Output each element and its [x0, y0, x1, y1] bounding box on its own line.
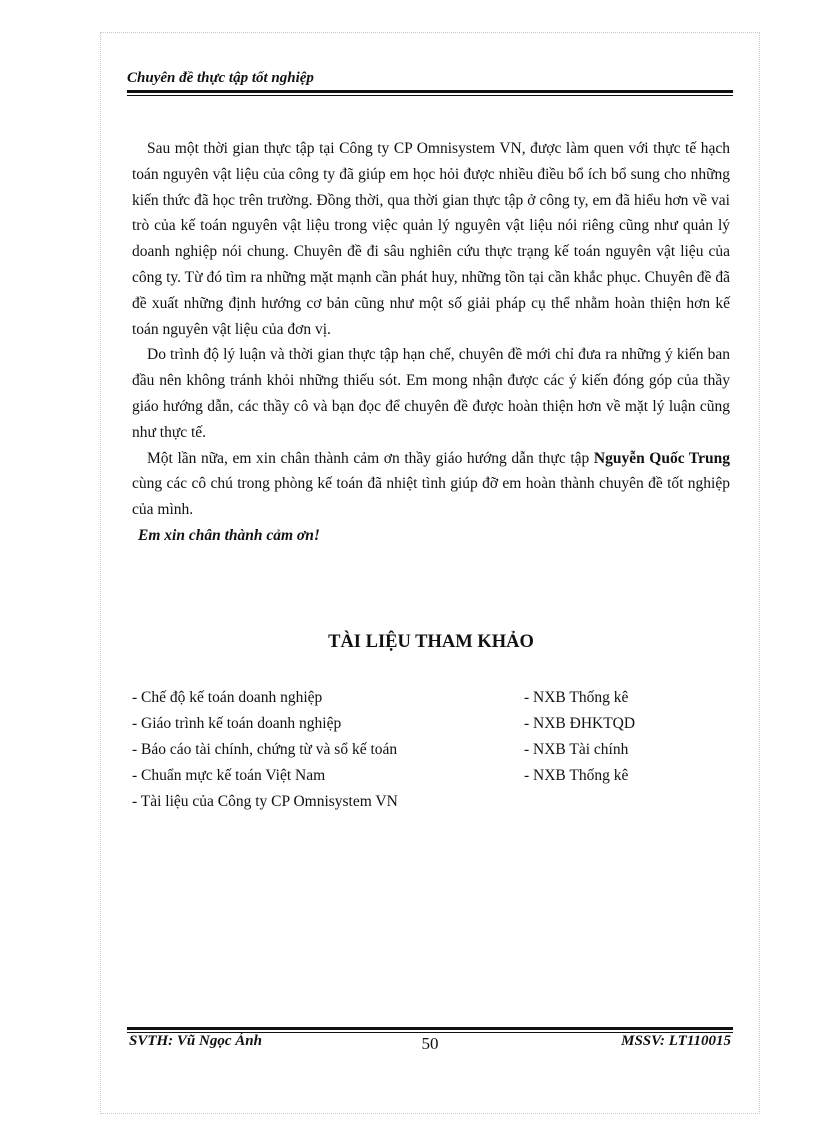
reference-publisher — [524, 789, 730, 815]
reference-title: - Báo cáo tài chính, chứng từ và sổ kế toán — [132, 741, 398, 758]
reference-publisher: - NXB Thống kê — [524, 767, 629, 784]
page-footer — [127, 1033, 733, 1057]
footer-student-id: MSSV: LT110015 — [621, 1033, 731, 1049]
reference-item — [132, 763, 730, 789]
reference-title: - Giáo trình kế toán doanh nghiệp — [132, 715, 342, 732]
thanks-text-before: Một lần nữa, em xin chân thành cảm ơn thầy giáo hướng dẫn thực tập — [147, 449, 594, 467]
reference-item — [132, 789, 730, 815]
references-list — [132, 685, 730, 815]
header-rule — [127, 90, 733, 96]
footer-student: SVTH: Vũ Ngọc Ánh — [129, 1033, 262, 1049]
thanks-text-after: cùng các cô chú trong phòng kế toán đã nhiệt tình giúp đỡ em hoàn thành chuyên đề tốt nghiệp của mình. — [132, 475, 730, 519]
body-text — [132, 136, 730, 549]
header-title: Chuyên đề thực tập tốt nghiệp — [127, 70, 314, 86]
reference-title: - Chế độ kế toán doanh nghiệp — [132, 689, 323, 706]
advisor-name: Nguyễn Quốc Trung — [593, 449, 730, 467]
reference-publisher: - NXB Thống kê — [524, 689, 629, 706]
paragraph-intro: Sau một thời gian thực tập tại Công ty CP Omnisystem VN, được làm quen với thực tế hạch toán nguyên vật liệu của công ty đã giúp em học hỏi được nhiều điều bổ ích bổ sung cho những kiến thức đã học trên trường. Đồng thời, qua thời gian thực tập ở công ty, em đã hiểu hơn về vai trò của kế toán nguyên vật liệu trong việc quản lý nguyên vật liệu nói riêng cũng như quản lý doanh nghiệp nói chung. Chuyên đề đi sâu nghiên cứu thực trạng kế toán nguyên vật liệu của công ty. Từ đó tìm ra những mặt mạnh cần phát huy, những tồn tại cần khắc phục. Chuyên đề đã đề xuất những định hướng cơ bản cũng như một số giải pháp cụ thể nhằm hoàn thiện hơn kế toán nguyên vật liệu của đơn vị. — [132, 140, 730, 338]
reference-title: - Tài liệu của Công ty CP Omnisystem VN — [132, 793, 398, 810]
closing-line: Em xin chân thành cảm ơn! — [138, 526, 320, 544]
reference-item — [132, 711, 730, 737]
reference-item — [132, 737, 730, 763]
reference-title: - Chuẩn mực kế toán Việt Nam — [132, 767, 326, 784]
paragraph-limitations: Do trình độ lý luận và thời gian thực tập hạn chế, chuyên đề mới chỉ đưa ra những ý kiến ban đầu nên không tránh khỏi những thiếu sót. Em mong nhận được các ý kiến đóng góp của thầy giáo hướng dẫn, các thầy cô và bạn đọc để chuyên đề được hoàn thiện hơn về mặt lý luận cũng như thực tế. — [132, 346, 730, 441]
reference-item — [132, 685, 730, 711]
reference-publisher: - NXB Tài chính — [524, 741, 629, 758]
references-title: TÀI LIỆU THAM KHẢO — [328, 632, 534, 652]
page-number: 50 — [421, 1034, 439, 1053]
paragraph-thanks — [132, 446, 730, 523]
reference-publisher: - NXB ĐHKTQD — [524, 715, 636, 732]
